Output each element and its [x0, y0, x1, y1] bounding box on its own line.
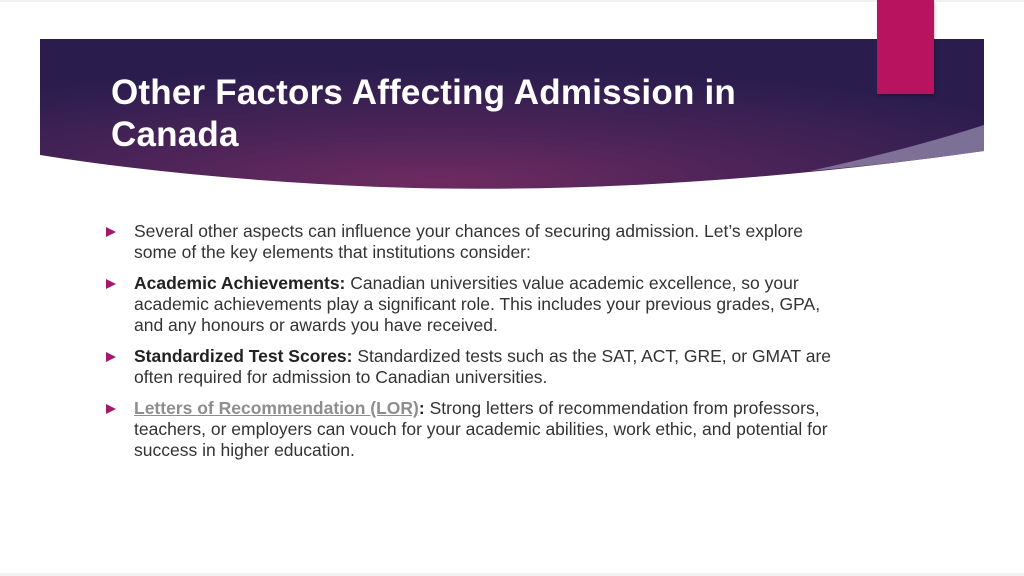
bullet-body: Several other aspects can influence your chances of securing admission. Let’s explore some of the key elements that institutions consider: — [134, 221, 803, 262]
triangle-right-icon — [106, 227, 116, 237]
bullet-body: Standardized tests such as the SAT, ACT, GRE, or GMAT are often required for admission to Canadian universities. — [134, 346, 832, 387]
lor-link[interactable]: Letters of Recommendation (LOR) — [134, 398, 419, 418]
bullet-body: Canadian universities value academic excellence, so your academic achievements play a significant role. This includes your previous grades, GPA, and any honours or awards you have received. — [134, 273, 821, 335]
bullet-heading: Standardized Test Scores: — [134, 346, 353, 366]
list-item — [106, 398, 836, 461]
bullet-text — [134, 398, 836, 461]
bullet-heading: Academic Achievements: — [134, 273, 346, 293]
bullet-text — [134, 273, 836, 336]
bullet-body: Strong letters of recommendation from professors, teachers, or employers can vouch for your academic abilities, work ethic, and potential for success in higher education. — [134, 398, 828, 460]
accent-bar — [877, 0, 934, 94]
bullet-text — [134, 346, 836, 388]
triangle-right-icon — [106, 279, 116, 289]
bullet-heading: : — [418, 398, 425, 418]
bullet-list — [106, 221, 836, 471]
list-item — [106, 273, 836, 336]
triangle-right-icon — [106, 404, 116, 414]
list-item — [106, 221, 836, 263]
top-divider — [0, 0, 1024, 2]
triangle-right-icon — [106, 352, 116, 362]
list-item — [106, 346, 836, 388]
slide-title: Other Factors Affecting Admission in Canada — [111, 73, 736, 154]
bullet-text — [134, 221, 836, 263]
